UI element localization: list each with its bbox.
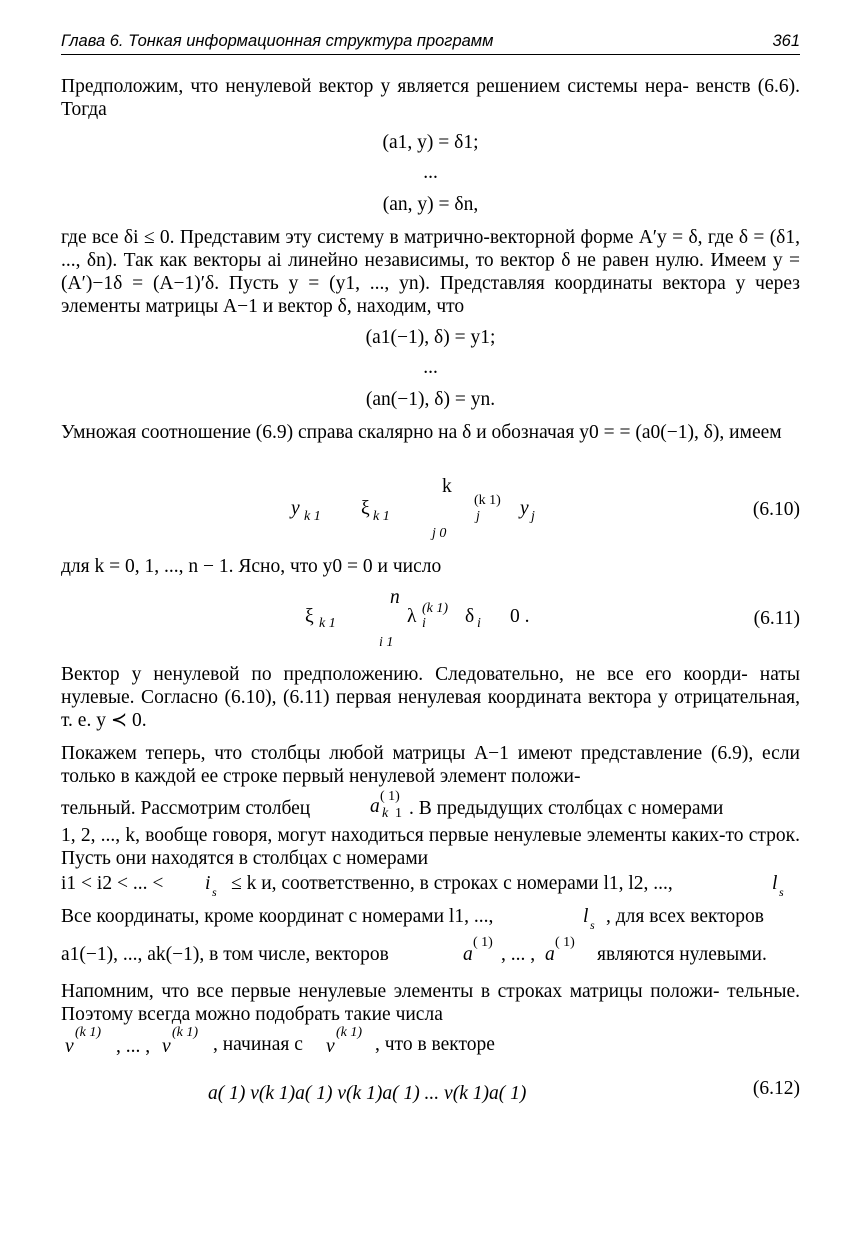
v-2-sup: (k 1) xyxy=(172,1025,199,1040)
column-a: a xyxy=(370,796,380,817)
ellipsis-1: , ... , xyxy=(501,944,536,965)
chapter-title: Глава 6. Тонкая информационная структура программ xyxy=(61,32,494,50)
paragraph-7a: Напомним, что все первые ненулевые элементы в строках матрицы положи- тельные. Поэтому всегда можно подобрать такие числа xyxy=(61,981,800,1025)
eq611-n: n xyxy=(390,587,400,608)
equation-2b: (an(−1), δ) = yn. xyxy=(365,389,496,410)
equation-1a: (a1, y) = δ1; xyxy=(382,132,479,153)
equation-1b: (an, y) = δn, xyxy=(382,194,479,215)
lsk-2-sub: s xyxy=(590,918,595,932)
eq611-delta: δ xyxy=(465,606,475,627)
equation-6-11-label: (6.11) xyxy=(753,608,800,629)
v-1-sup: (k 1) xyxy=(75,1025,102,1040)
eq610-y: y xyxy=(291,498,300,519)
p6b-pre: тельный. Рассмотрим столбец xyxy=(61,798,311,819)
p6f-post: являются нулевыми. xyxy=(597,944,767,965)
v-3: v xyxy=(326,1036,335,1057)
column-a-sub: k xyxy=(382,806,389,821)
column-a-sup: ( 1) xyxy=(380,789,400,804)
eq611-delta-i: i xyxy=(477,616,481,631)
p6e-pre: Все координаты, кроме координат с номерами l1, ..., xyxy=(61,906,494,927)
eq611-zero: 0 . xyxy=(510,606,530,627)
p7b-mid: , начиная с xyxy=(213,1034,303,1055)
eq610-xi-sub: k 1 xyxy=(373,509,390,524)
p6b-post: . В предыдущих столбцах с номерами xyxy=(409,798,724,819)
a-isk: a xyxy=(545,944,555,965)
p6f-pre: a1(−1), ..., ak(−1), в том числе, векторов xyxy=(61,944,389,965)
equation-6-10-label: (6.10) xyxy=(752,499,800,520)
p6d-mid: ≤ k и, соответственно, в строках с номерами l1, l2, ..., xyxy=(231,873,673,894)
equation-6-12-label: (6.12) xyxy=(752,1078,800,1099)
page xyxy=(61,0,800,1233)
lsk-sub: s xyxy=(779,885,784,899)
paragraph-5: Вектор y ненулевой по предположению. Следовательно, не все его коорди- наты нулевые. Согласно (6.10), (6.11) первая ненулевая координата вектора y отрицательная, т. е. y ≺ 0. xyxy=(61,664,800,731)
eq610-sub-j0: j 0 xyxy=(432,526,447,541)
v-3-sup: (k 1) xyxy=(336,1025,363,1040)
page-number: 361 xyxy=(772,32,800,50)
paragraph-2: где все δi ≤ 0. Представим эту систему в матрично-векторной форме A′y = δ, где δ = (δ1, ..., δn). Так как векторы ai линейно независимы, то вектор δ не равен нулю. Имеем y = (A′)−1δ = (A−1)′δ. Пусть y = (y1, ..., yn). Представляя координаты вектора y через элементы матрицы A−1 и вектор δ, находим, что xyxy=(61,227,800,317)
eq610-sub-k1: k 1 xyxy=(304,509,321,524)
eq611-sup: (k 1) xyxy=(422,601,449,616)
eq610-xi: ξ xyxy=(361,498,370,519)
equation-1-dots: ... xyxy=(423,162,438,183)
isk-sub: s xyxy=(212,885,217,899)
eq610-j-mid: j xyxy=(476,509,480,524)
a-i1-sup: ( 1) xyxy=(473,935,493,950)
paragraph-1: Предположим, что ненулевой вектор y является решением системы нера- венств (6.6). Тогда xyxy=(61,76,800,120)
v-1: v xyxy=(65,1036,74,1057)
paragraph-6c: 1, 2, ..., k, вообще говоря, могут находиться первые ненулевые элементы каких-то строк. Пусть они находятся в столбцах с номерами xyxy=(61,825,800,869)
isk: i xyxy=(205,873,211,894)
v-2: v xyxy=(162,1036,171,1057)
paragraph-3: Умножая соотношение (6.9) справа скалярно на δ и обозначая y0 = = (a0(−1), δ), имеем xyxy=(61,422,782,443)
eq610-sup-k1: (k 1) xyxy=(474,493,501,508)
paragraph-6a: Покажем теперь, что столбцы любой матрицы A−1 имеют представление (6.9), если только в каждой ее строке первый ненулевой элемент положи- xyxy=(61,743,800,787)
p7b-post: , что в векторе xyxy=(375,1034,495,1055)
eq610-yj: y xyxy=(520,498,529,519)
eq611-i1: i 1 xyxy=(379,635,394,650)
equation-2-dots: ... xyxy=(423,357,438,378)
equation-2a: (a1(−1), δ) = y1; xyxy=(365,327,496,348)
eq610-sup-k: k xyxy=(442,476,452,497)
running-head xyxy=(61,30,800,55)
eq610-j: j xyxy=(531,509,535,524)
a-isk-sup: ( 1) xyxy=(555,935,575,950)
a-i1: a xyxy=(463,944,473,965)
lsk: l xyxy=(772,873,778,894)
p6d-pre: i1 < i2 < ... < xyxy=(61,873,164,894)
eq611-k1: k 1 xyxy=(319,616,336,631)
paragraph-4: для k = 0, 1, ..., n − 1. Ясно, что y0 = 0 и число xyxy=(61,556,442,577)
column-a-sub2: 1 xyxy=(395,806,402,821)
ellipsis-2: , ... , xyxy=(116,1036,151,1057)
equation-6-12: a( 1) v(k 1)a( 1) v(k 1)a( 1) ... v(k 1)a( 1) xyxy=(208,1083,527,1104)
eq611-i: i xyxy=(422,616,426,631)
eq611-lambda: λ xyxy=(407,606,417,627)
eq611-xi: ξ xyxy=(305,606,314,627)
lsk-2: l xyxy=(583,906,589,927)
p6e-post: , для всех векторов xyxy=(606,906,764,927)
